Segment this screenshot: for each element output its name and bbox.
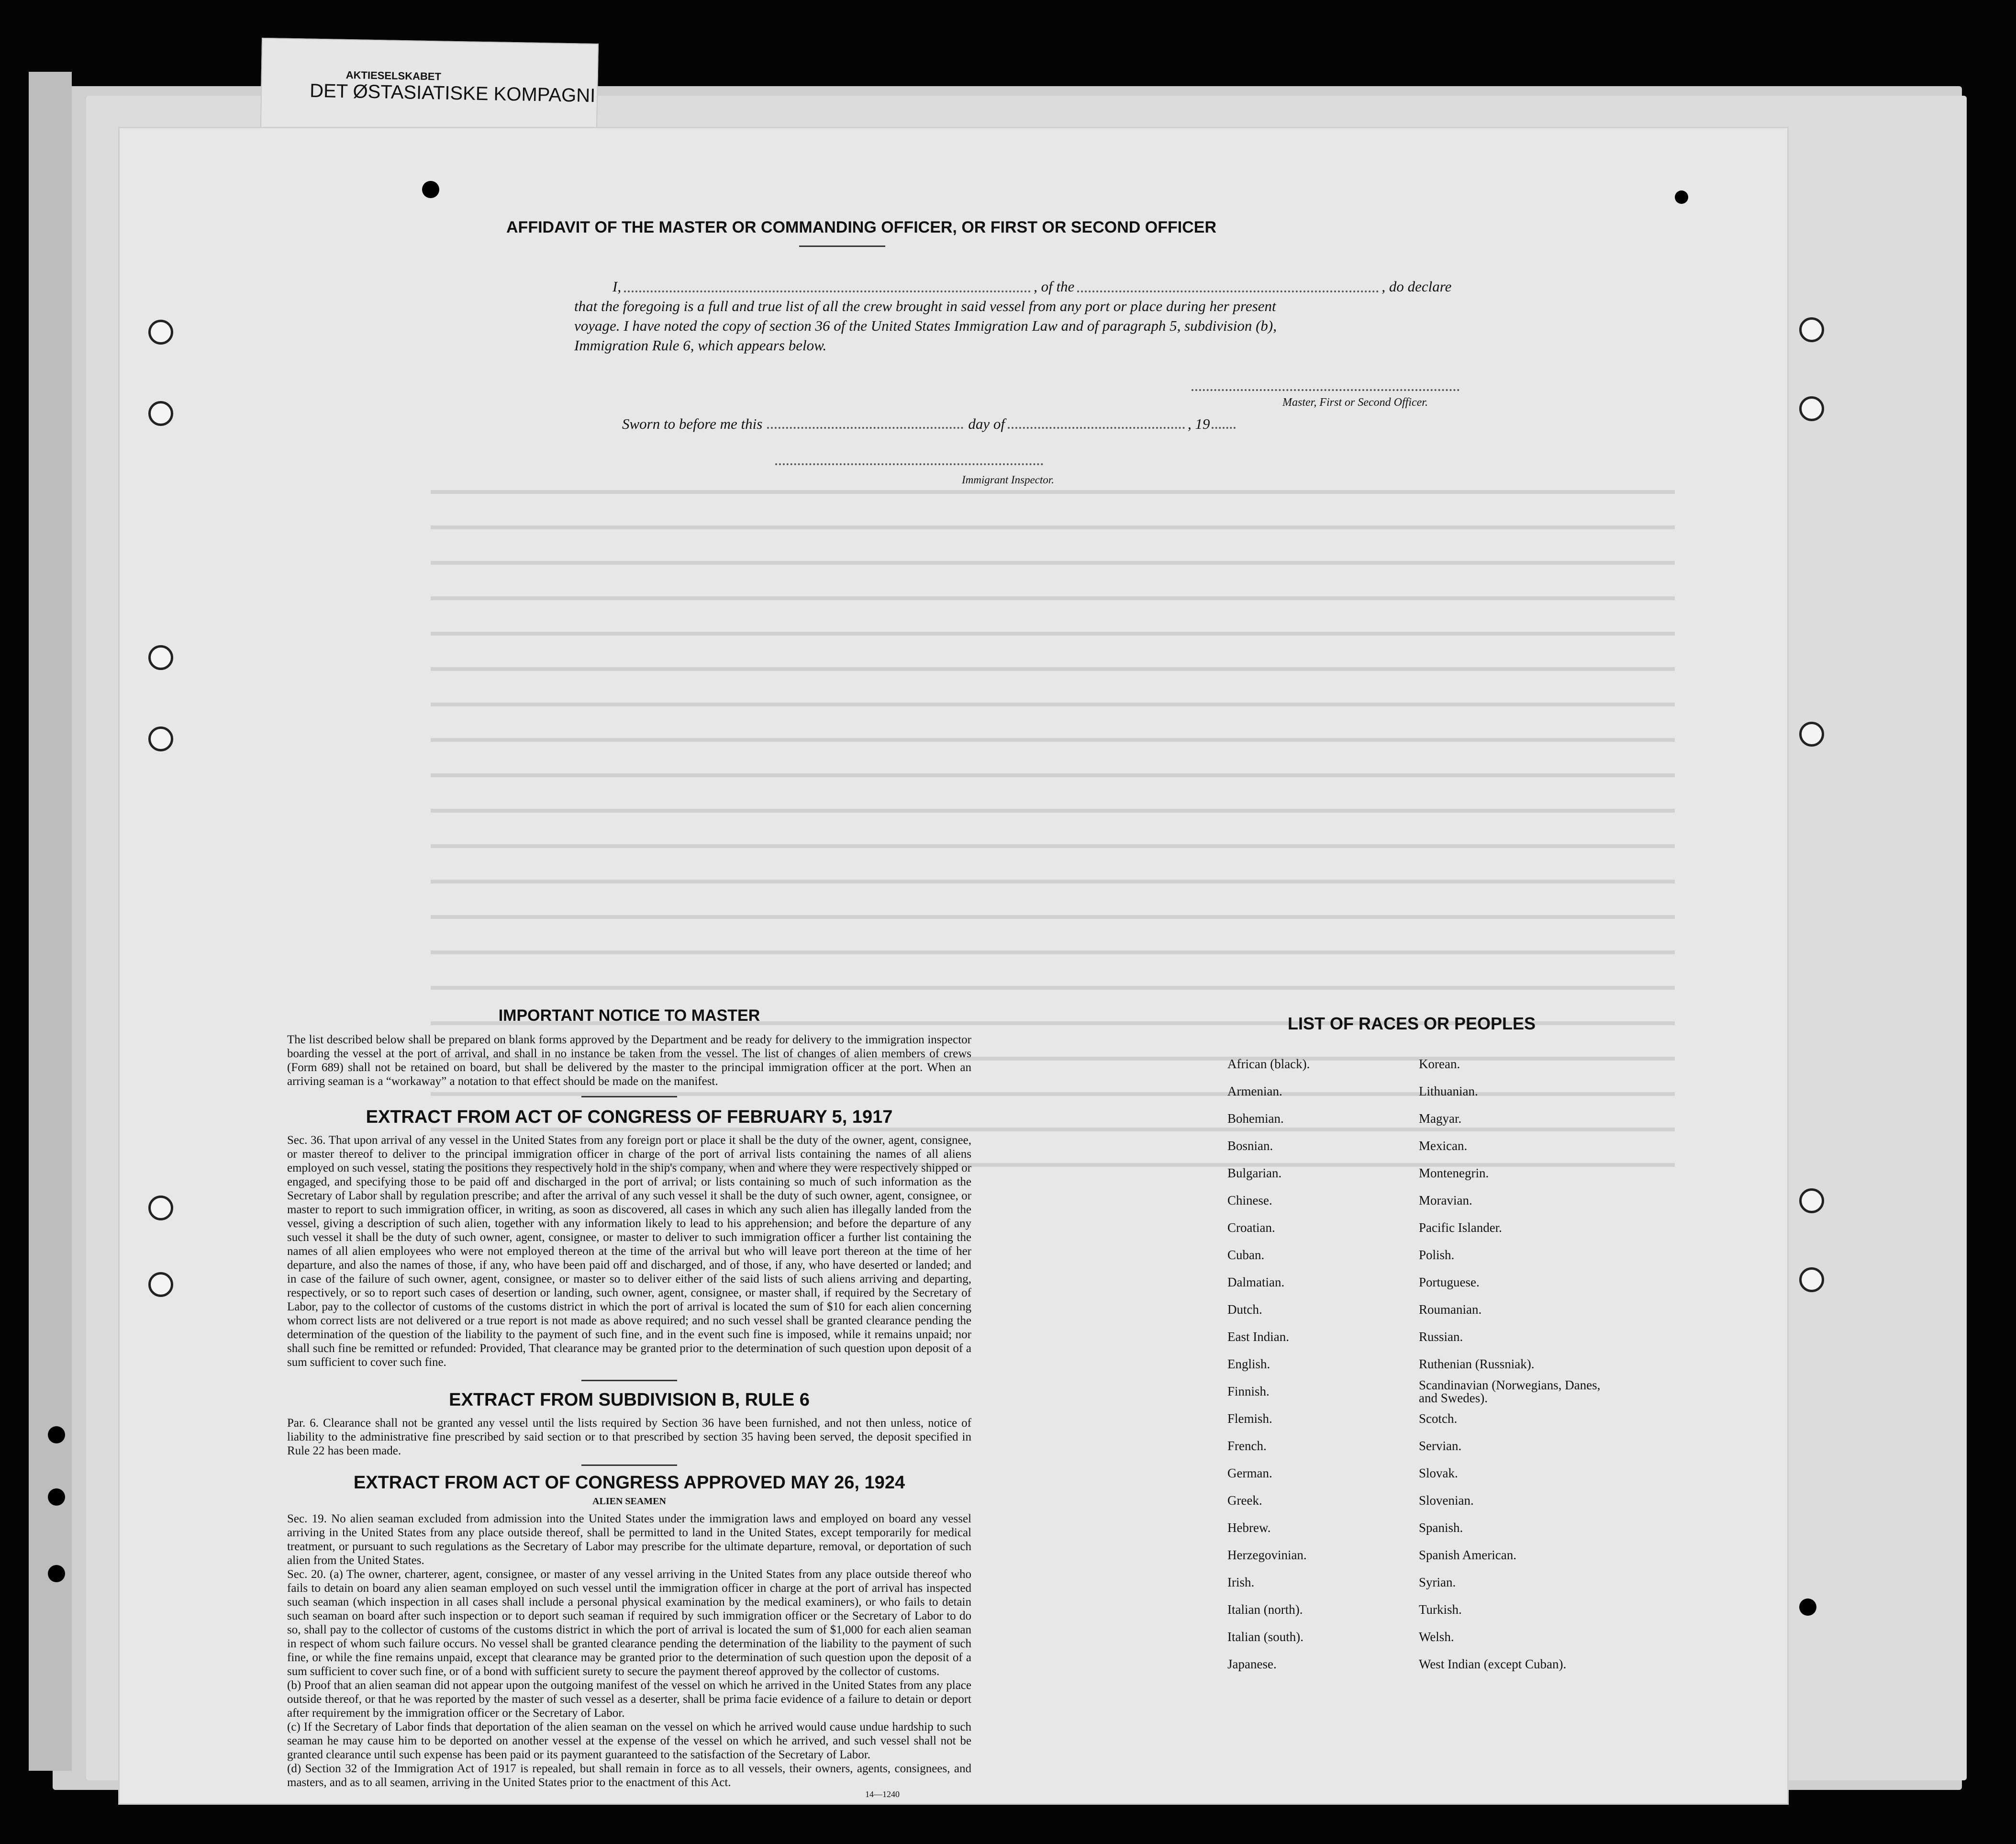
race-item: Magyar. bbox=[1419, 1111, 1462, 1126]
binder-hole bbox=[148, 645, 173, 670]
race-item: Syrian. bbox=[1419, 1575, 1456, 1589]
extract-1924-subtitle: ALIEN SEAMEN bbox=[592, 1496, 666, 1507]
notice-section bbox=[287, 1006, 971, 1799]
race-item: Dutch. bbox=[1227, 1302, 1262, 1317]
race-item: Japanese. bbox=[1227, 1657, 1277, 1671]
extract-1924-sec20b: (b) Proof that an alien seaman did not appear upon the outgoing manifest of the vessel on which he arrived in the United States from any place outside thereof, or that he was reported by the master of such vessel as a deserter, shall be prima facie evidence of a failure to detain or deport after requirement by the immigration officer or the Secretary of Labor. bbox=[287, 1679, 971, 1720]
race-item: Scandinavian (Norwegians, Danes, and Swedes). bbox=[1419, 1378, 1601, 1405]
race-item: Montenegrin. bbox=[1419, 1166, 1489, 1180]
binder-hole bbox=[1799, 1188, 1824, 1213]
punch-hole bbox=[422, 181, 439, 198]
race-item: Spanish American. bbox=[1419, 1548, 1516, 1562]
race-item: Armenian. bbox=[1227, 1084, 1282, 1098]
signature-line[interactable] bbox=[1192, 389, 1459, 391]
extract-1917-title: EXTRACT FROM ACT OF CONGRESS OF FEBRUARY 5, 1917 bbox=[366, 1107, 893, 1127]
affidavit-page bbox=[120, 128, 1787, 1803]
race-item: Greek. bbox=[1227, 1493, 1262, 1508]
declaration-line-3: voyage. I have noted the copy of section 36 of the United States Immigration Law and of paragraph 5, subdivision (b), bbox=[574, 317, 1277, 334]
binder-hole bbox=[1799, 1267, 1824, 1292]
race-item: Croatian. bbox=[1227, 1220, 1275, 1235]
notice-body: The list described below shall be prepared on blank forms approved by the Department and be ready for delivery to the immigration inspector boarding the vessel at the port of arrival, and shall in no instance be taken from the vessel. The list of changes of alien members of crews (Form 689) shall not be retained on board, but shall be delivered by the master to the principal immigration officer at the port. When an arriving seaman is a “workaway” a notation to that effect should be made on the manifest. bbox=[287, 1033, 971, 1088]
race-item: Scotch. bbox=[1419, 1411, 1458, 1426]
rule6-title: EXTRACT FROM SUBDIVISION B, RULE 6 bbox=[449, 1390, 810, 1410]
race-item: Flemish. bbox=[1227, 1411, 1272, 1426]
races-title: LIST OF RACES OR PEOPLES bbox=[1287, 1014, 1536, 1033]
race-item: Chinese. bbox=[1227, 1193, 1272, 1207]
race-item: Servian. bbox=[1419, 1439, 1462, 1453]
race-item: Polish. bbox=[1419, 1248, 1455, 1262]
section-rule bbox=[581, 1096, 677, 1097]
master-name-blank[interactable] bbox=[624, 291, 1031, 292]
binder-hole bbox=[1799, 317, 1824, 342]
race-item: East Indian. bbox=[1227, 1330, 1289, 1344]
race-item: French. bbox=[1227, 1439, 1267, 1453]
race-item: Dalmatian. bbox=[1227, 1275, 1285, 1289]
declaration-line-2: that the foregoing is a full and true list of all the crew brought in said vessel from any port or place during her present bbox=[574, 298, 1276, 314]
sworn-line bbox=[622, 415, 1236, 433]
race-item: English. bbox=[1227, 1357, 1270, 1371]
punch-hole bbox=[48, 1426, 65, 1443]
race-item: Italian (north). bbox=[1227, 1602, 1303, 1617]
i-label: I, bbox=[613, 278, 622, 295]
notice-title: IMPORTANT NOTICE TO MASTER bbox=[498, 1006, 760, 1025]
signature-caption: Master, First or Second Officer. bbox=[1282, 396, 1428, 409]
race-item: Bohemian. bbox=[1227, 1111, 1284, 1126]
inspector-signature-line[interactable] bbox=[775, 463, 1043, 465]
sworn-month-blank[interactable] bbox=[1008, 427, 1185, 429]
extract-1924-title: EXTRACT FROM ACT OF CONGRESS APPROVED MAY 26, 1924 bbox=[353, 1473, 905, 1493]
race-item: Lithuanian. bbox=[1419, 1084, 1478, 1098]
binder-hole bbox=[148, 320, 173, 345]
race-item: Bosnian. bbox=[1227, 1139, 1273, 1153]
binder-hole bbox=[148, 1196, 173, 1220]
binder-hole bbox=[148, 401, 173, 426]
left-edge-strip bbox=[29, 72, 72, 1771]
race-item: Turkish. bbox=[1419, 1602, 1462, 1617]
race-item: Ruthenian (Russniak). bbox=[1419, 1357, 1535, 1371]
binder-hole bbox=[1799, 396, 1824, 421]
company-small-label: AKTIESELSKABET bbox=[345, 68, 442, 83]
race-item: Korean. bbox=[1419, 1057, 1460, 1071]
race-item: Spanish. bbox=[1419, 1520, 1463, 1535]
race-item: West Indian (except Cuban). bbox=[1419, 1657, 1567, 1671]
extract-1924-sec20d: (d) Section 32 of the Immigration Act of 1917 is repealed, but shall remain in force as to all vessels, their owners, agents, consignees, and masters, and as to all seamen, arriving in the United States prior to the enactment of this Act. bbox=[287, 1762, 971, 1789]
affidavit-title: AFFIDAVIT OF THE MASTER OR COMMANDING OFFICER, OR FIRST OR SECOND OFFICER bbox=[506, 218, 1216, 236]
race-item: Roumanian. bbox=[1419, 1302, 1482, 1317]
title-rule bbox=[799, 246, 885, 247]
vessel-name-blank[interactable] bbox=[1077, 291, 1379, 292]
race-item: Irish. bbox=[1227, 1575, 1255, 1589]
of-the-label: , of the bbox=[1034, 278, 1075, 295]
section-rule bbox=[581, 1464, 677, 1466]
punch-hole bbox=[1799, 1598, 1816, 1616]
day-of-label: day of bbox=[968, 415, 1005, 432]
race-item: Slovak. bbox=[1419, 1466, 1458, 1480]
race-item: German. bbox=[1227, 1466, 1272, 1480]
form-number: 14—1240 bbox=[865, 1789, 900, 1799]
sworn-day-blank[interactable] bbox=[767, 427, 963, 429]
race-item: Bulgarian. bbox=[1227, 1166, 1282, 1180]
race-item: Russian. bbox=[1419, 1330, 1463, 1344]
race-item: Italian (south). bbox=[1227, 1630, 1303, 1644]
company-name: DET ØSTASIATISKE KOMPAGNI bbox=[309, 80, 596, 107]
sworn-year-blank[interactable] bbox=[1212, 427, 1236, 429]
race-item: Welsh. bbox=[1419, 1630, 1454, 1644]
race-item: Mexican. bbox=[1419, 1139, 1468, 1153]
year-label: , 19 bbox=[1187, 415, 1210, 432]
extract-1917-body: Sec. 36. That upon arrival of any vessel in the United States from any foreign port or place it shall be the duty of the owner, agent, consignee, or master thereof to deliver to the principal immigration officer in charge of the port of arrival lists containing the names of all aliens employed on such vessel, stating the positions they respectively hold in the ship's company, when and where they were respectively shipped or engaged, and specifying those to be paid off and discharged in the port of arrival; or lists containing so much of such information as the Secretary of Labor shall by regulation prescribe; and after the arrival of any such vessel it shall be the duty of such owner, agent, consignee, or master to report to such immigration officer, in writing, as soon as discovered, all cases in which any such alien has illegally landed from the vessel, giving a description of such alien, together with any information likely to lead to his apprehension; and before the departure of any such vessel it shall be the duty of such owner, agent, consignee, or master to deliver to such immigration officer a further list containing the names of all alien employees who were not employed thereon at the time of the arrival but who will leave port thereon at the time of her departure, and also the names of those, if any, who have been paid off and discharged, and of those, if any, who have deserted or landed; and in case of the failure of such owner, agent, consignee, or master so to deliver either of the said lists of such aliens arriving and departing, respectively, or so to report such cases of desertion or landing, such owner, agent, consignee, or master shall, if required by the Secretary of Labor, pay to the collector of customs of the customs district in which the port of arrival is located the sum of $10 for each alien concerning whom correct lists are not delivered or a true report is not made as above required; and no such vessel shall be granted clearance pending the determination of the question of the liability to the payment of such fine, and in the event such fine is imposed, while it remains unpaid; nor shall such fine be remitted or refunded: Provided, That clearance may be granted prior to the determination of such question upon deposit of a sum sufficient to cover such fine. bbox=[287, 1134, 971, 1369]
race-item: Hebrew. bbox=[1227, 1520, 1271, 1535]
binder-hole bbox=[1799, 722, 1824, 747]
race-item: Slovenian. bbox=[1419, 1493, 1474, 1508]
race-item: Portuguese. bbox=[1419, 1275, 1480, 1289]
section-rule bbox=[581, 1380, 677, 1381]
extract-1924-sec19: Sec. 19. No alien seaman excluded from admission into the United States under the immigration laws and employed on board any vessel arriving in the United States from any place outside thereof, shall be permitted to land in the United States, except temporarily for medical treatment, or pursuant to such regulations as the Secretary of Labor may prescribe for the ultimate departure, removal, or deportation of such alien from the United States. bbox=[287, 1512, 971, 1567]
race-item: Moravian. bbox=[1419, 1193, 1472, 1207]
do-declare-label: , do declare bbox=[1381, 278, 1452, 295]
inspector-caption: Immigrant Inspector. bbox=[962, 474, 1054, 486]
races-left-column bbox=[1227, 1051, 1409, 1678]
race-item: Pacific Islander. bbox=[1419, 1220, 1502, 1235]
sworn-label: Sworn to before me this bbox=[622, 415, 763, 432]
declaration bbox=[574, 277, 1474, 355]
extract-1924-sec20c: (c) If the Secretary of Labor finds that deportation of the alien seaman on the vessel on which he arrived would cause undue hardship to such seaman he may cause him to be deported on another vessel at the expense of the vessel on which he arrived, and such vessel shall not be granted clearance until such expense has been paid or its payment guaranteed to the satisfaction of the Secretary of Labor. bbox=[287, 1721, 971, 1761]
binder-hole bbox=[148, 1272, 173, 1297]
races-right-column bbox=[1419, 1051, 1620, 1678]
binder-hole bbox=[148, 726, 173, 751]
punch-hole bbox=[1675, 190, 1688, 204]
rule6-body: Par. 6. Clearance shall not be granted any vessel until the lists required by Section 36 have been furnished, and not then unless, notice of liability to the administrative fine prescribed by said section or to that prescribed by section 35 having been served, the deposit specified in Rule 22 has been made. bbox=[287, 1417, 971, 1457]
race-item: African (black). bbox=[1227, 1057, 1310, 1071]
race-item: Herzegovinian. bbox=[1227, 1548, 1307, 1562]
race-item: Cuban. bbox=[1227, 1248, 1265, 1262]
punch-hole bbox=[48, 1565, 65, 1582]
extract-1924-sec20a: Sec. 20. (a) The owner, charterer, agent, consignee, or master of any vessel arriving in the United States from any place outside thereof who fails to detain on board any alien seaman employed on such vessel until the immigration officer in charge at the port of arrival has inspected such seaman (which inspection in all cases shall include a personal physical examination by the medical examiners), or who fails to detain such seaman on board after such inspection or to deport such seaman if required by such immigration officer or the Secretary of Labor to do so, shall pay to the collector of customs of the customs district in which the port of arrival is located the sum of $1,000 for each alien seaman in respect of whom such failure occurs. No vessel shall be granted clearance pending the determination of the liability to the payment of such fine, or while the fine remains unpaid, except that clearance may be granted prior to the determination of such question upon the deposit of a sum sufficient to cover such fine, or of a bond with sufficient surety to secure the payment thereof approved by the collector of customs. bbox=[287, 1568, 971, 1678]
race-item: Finnish. bbox=[1227, 1384, 1270, 1398]
punch-hole bbox=[48, 1488, 65, 1506]
declaration-line-4: Immigration Rule 6, which appears below. bbox=[574, 337, 827, 354]
